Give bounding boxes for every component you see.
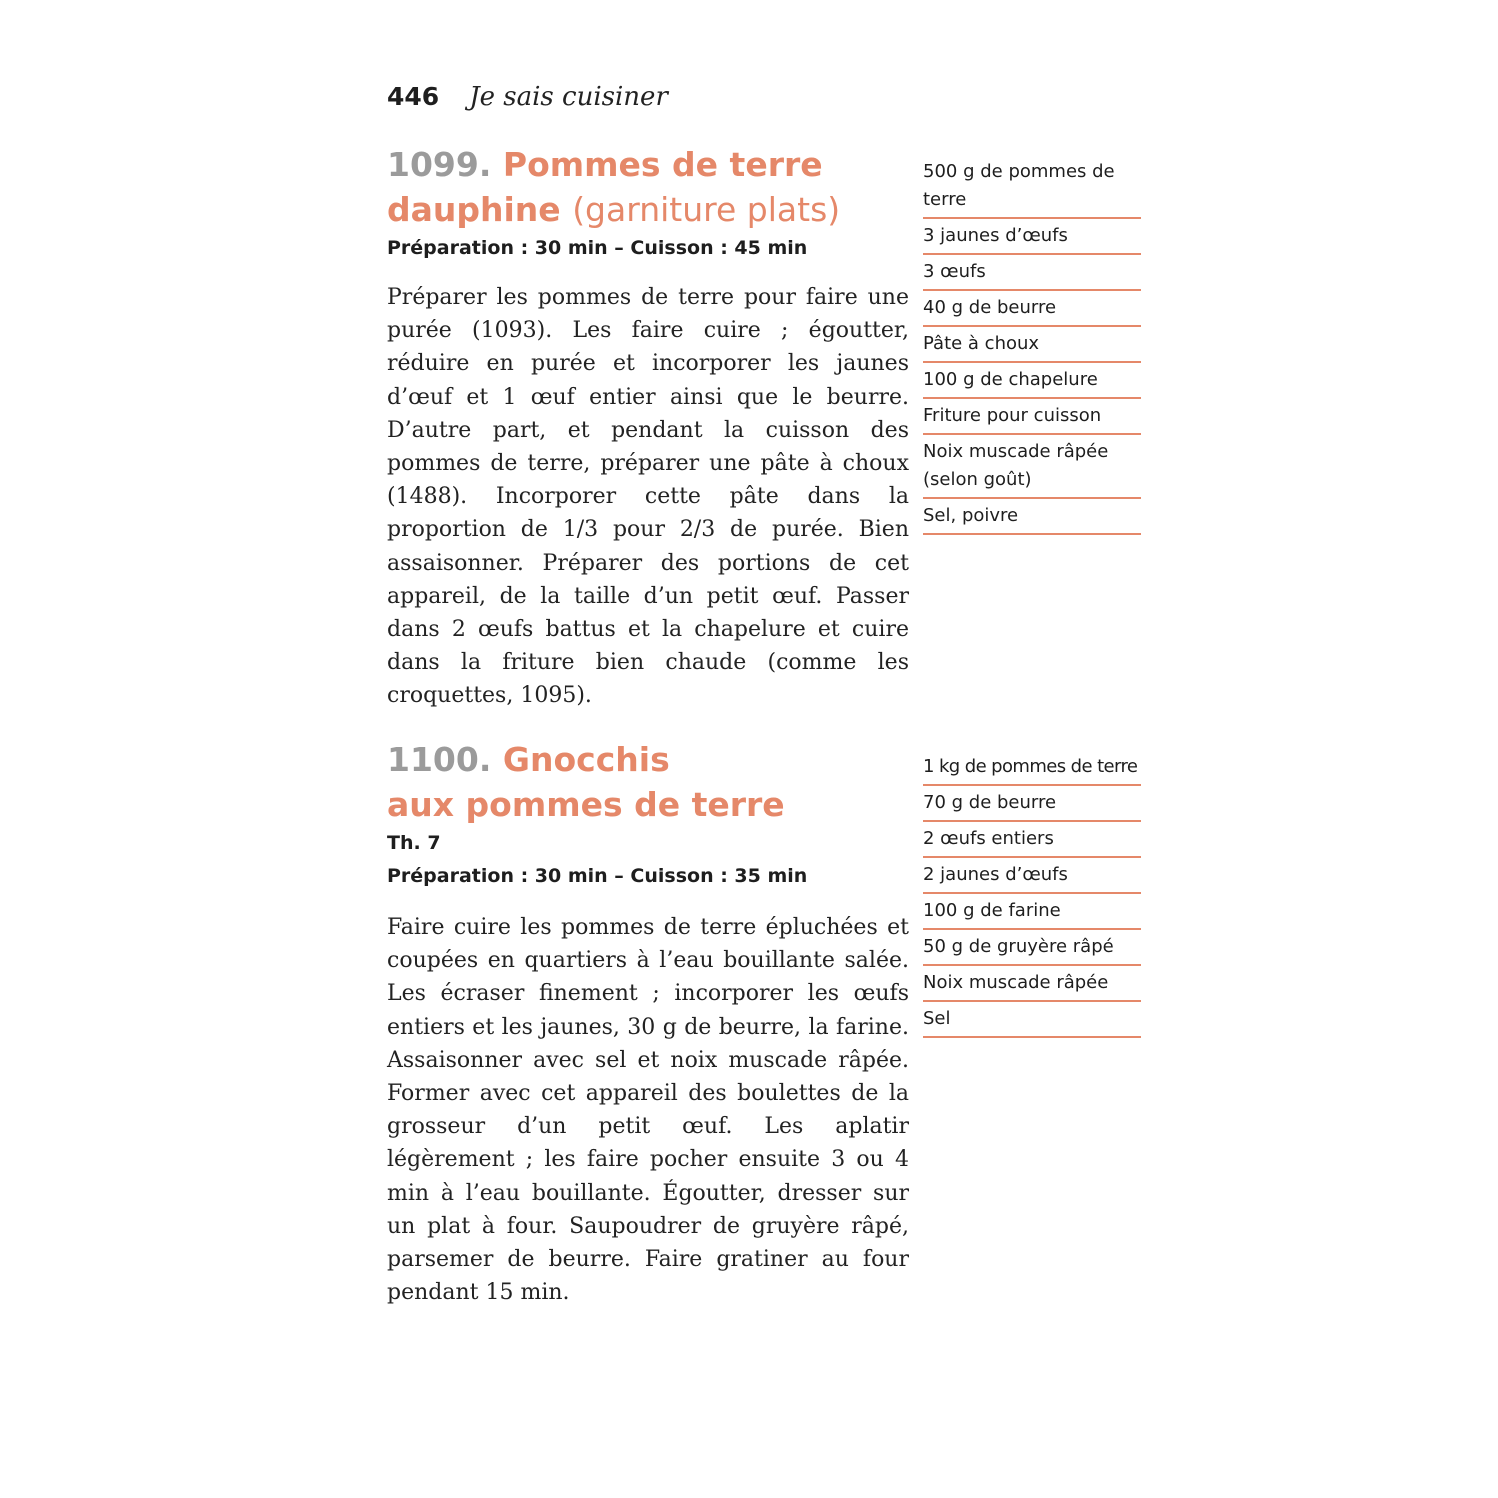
ingredient-item: Sel: [923, 1002, 1141, 1038]
ingredient-item: 50 g de gruyère râpé: [923, 930, 1141, 966]
recipe-number: 1100: [387, 740, 479, 779]
ingredient-item: Sel, poivre: [923, 499, 1141, 535]
recipe-title-suffix: (garniture plats): [572, 190, 841, 229]
recipe-title-line2: dauphine: [387, 190, 561, 229]
page-number: 446: [387, 82, 440, 111]
ingredient-list: [923, 156, 1141, 535]
ingredient-item: 500 g de pommes de terre: [923, 156, 1141, 219]
ingredient-item: 1 kg de pommes de terre: [923, 751, 1141, 786]
recipe-title: 1099. Pommes de terre dauphine (garniture plats): [387, 145, 841, 229]
ingredient-item: 2 œufs entiers: [923, 822, 1141, 858]
ingredient-item: Noix muscade râpée: [923, 966, 1141, 1002]
ingredient-item: Noix muscade râpée (selon goût): [923, 435, 1141, 499]
ingredient-item: 100 g de chapelure: [923, 363, 1141, 399]
recipe-timing: Préparation : 30 min – Cuisson : 35 min: [387, 865, 808, 887]
ingredient-item: Friture pour cuisson: [923, 399, 1141, 435]
ingredient-item: Pâte à choux: [923, 327, 1141, 363]
recipe-title: 1100. Gnocchis aux pommes de terre: [387, 740, 785, 824]
ingredient-list: [923, 751, 1141, 1038]
ingredient-item: 2 jaunes d’œufs: [923, 858, 1141, 894]
book-title: Je sais cuisiner: [469, 82, 668, 112]
recipe-temperature: Th. 7: [387, 832, 441, 854]
running-head: [387, 82, 668, 122]
recipe-instructions: Préparer les pommes de terre pour faire une purée (1093). Les faire cuire ; égoutter, réduire en purée et incorporer les jaunes d’œuf et 1 œuf entier ainsi que le beurre. D’autre part, et pendant la cuisson des pommes de terre, préparer une pâte à choux (1488). Incorporer cette pâte dans la proportion de 1/3 pour 2/3 de purée. Bien assaisonner. Préparer des portions de cet appareil, de la taille d’un petit œuf. Passer dans 2 œufs battus et la chapelure et cuire dans la friture bien chaude (comme les croquettes, 1095).: [387, 285, 909, 709]
recipe-timing: Préparation : 30 min – Cuisson : 45 min: [387, 237, 808, 259]
ingredient-item: 40 g de beurre: [923, 291, 1141, 327]
recipe-title-line2: aux pommes de terre: [387, 785, 785, 824]
ingredient-item: 100 g de farine: [923, 894, 1141, 930]
ingredient-item: 3 jaunes d’œufs: [923, 219, 1141, 255]
recipe-main-column: [387, 142, 909, 713]
recipe-number: 1099: [387, 145, 479, 184]
recipe-title-line1: Pommes de terre: [502, 145, 823, 184]
recipe-instructions: Faire cuire les pommes de terre épluchées et coupées en quartiers à l’eau bouillante salée. Les écraser finement ; incorporer les œufs entiers et les jaunes, 30 g de beurre, la farine. Assaisonner avec sel et noix muscade râpée. Former avec cet appareil des boulettes de la grosseur d’un petit œuf. Les aplatir légèrement ; les faire pocher ensuite 3 ou 4 min à l’eau bouillante. Égoutter, dresser sur un plat à four. Saupoudrer de gruyère râpé, parsemer de beurre. Faire gratiner au four pendant 15 min.: [387, 915, 909, 1306]
recipe-title-line1: Gnocchis: [502, 740, 670, 779]
recipe-main-column: [387, 737, 909, 1309]
ingredient-item: 3 œufs: [923, 255, 1141, 291]
ingredient-item: 70 g de beurre: [923, 786, 1141, 822]
